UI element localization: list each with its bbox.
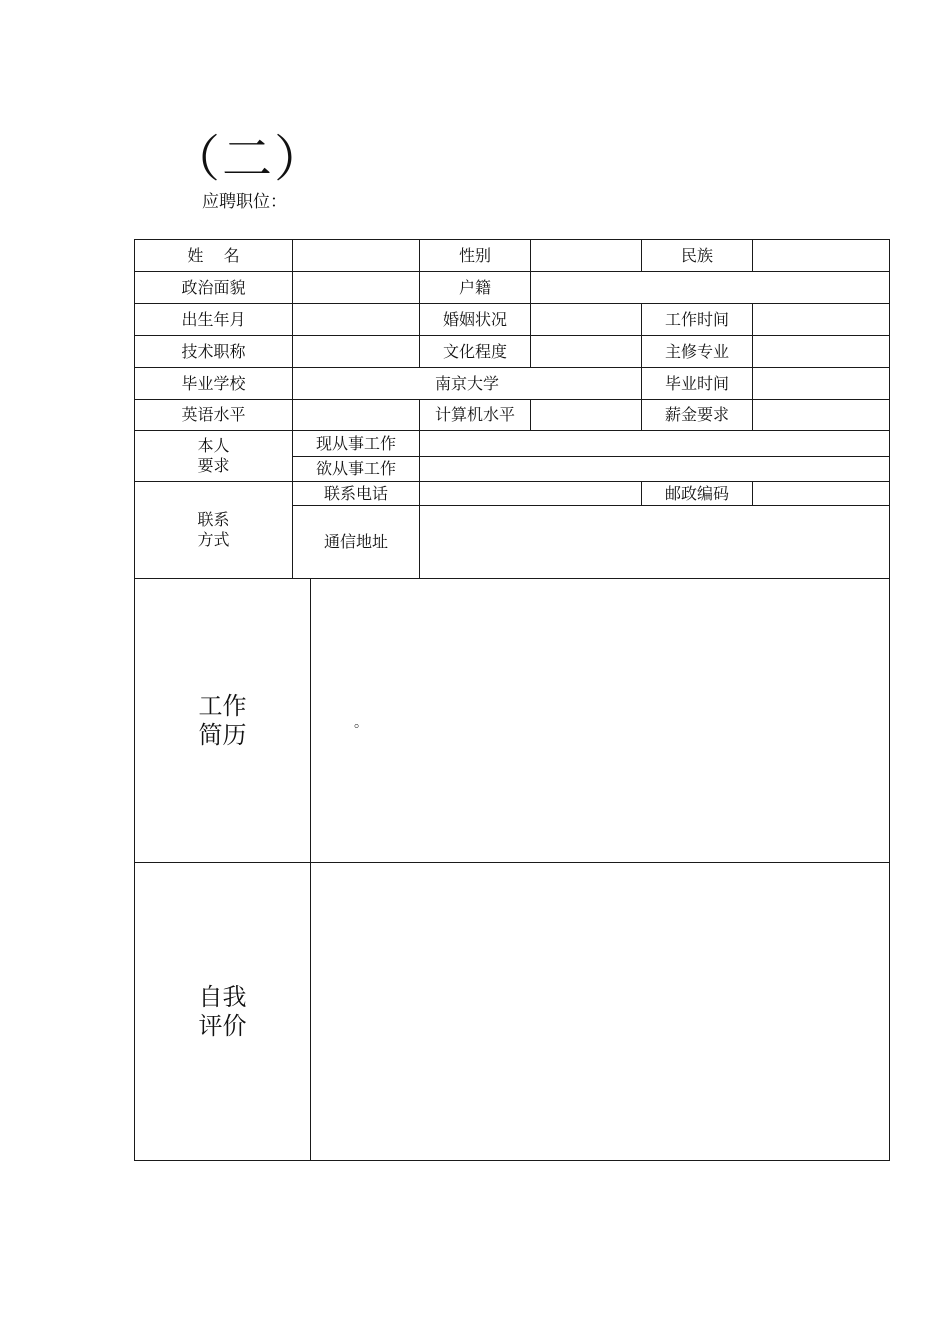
english-level-label: 英语水平 — [134, 399, 293, 431]
address-label: 通信地址 — [292, 505, 420, 579]
self-evaluation-label-line1: 自我 — [198, 982, 247, 1011]
self-evaluation-field[interactable] — [310, 862, 890, 1161]
name-label: 姓 名 — [134, 239, 293, 272]
household-field[interactable] — [530, 271, 890, 304]
requirements-label-line2: 要求 — [197, 456, 230, 475]
postcode-label: 邮政编码 — [641, 481, 753, 506]
work-time-field[interactable] — [752, 303, 890, 336]
graduation-time-label: 毕业时间 — [641, 367, 753, 400]
major-label: 主修专业 — [641, 335, 753, 368]
birth-date-field[interactable] — [292, 303, 420, 336]
computer-level-field[interactable] — [530, 399, 642, 431]
self-evaluation-label — [134, 862, 311, 1161]
school-label: 毕业学校 — [134, 367, 293, 400]
work-history-field[interactable] — [310, 578, 890, 863]
household-label: 户籍 — [419, 271, 531, 304]
desired-job-field[interactable] — [419, 456, 890, 482]
technical-title-label: 技术职称 — [134, 335, 293, 368]
birth-date-label: 出生年月 — [134, 303, 293, 336]
salary-field[interactable] — [752, 399, 890, 431]
political-status-label: 政治面貌 — [134, 271, 293, 304]
self-evaluation-label-line2: 评价 — [198, 1011, 247, 1040]
current-job-field[interactable] — [419, 430, 890, 457]
phone-field[interactable] — [419, 481, 642, 506]
gender-field[interactable] — [530, 239, 642, 272]
desired-job-label: 欲从事工作 — [292, 456, 420, 482]
education-label: 文化程度 — [419, 335, 531, 368]
section-title: （二） — [170, 130, 326, 188]
work-history-label — [134, 578, 311, 863]
graduation-time-field[interactable] — [752, 367, 890, 400]
work-history-content: 。 — [354, 715, 368, 731]
work-history-label-line1: 工作 — [198, 691, 247, 720]
education-field[interactable] — [530, 335, 642, 368]
work-history-label-line2: 简历 — [198, 720, 247, 749]
requirements-label-line1: 本人 — [197, 436, 230, 455]
technical-title-field[interactable] — [292, 335, 420, 368]
major-field[interactable] — [752, 335, 890, 368]
contact-label-line2: 方式 — [197, 530, 230, 549]
english-level-field[interactable] — [292, 399, 420, 431]
gender-label: 性别 — [419, 239, 531, 272]
postcode-field[interactable] — [752, 481, 890, 506]
ethnicity-label: 民族 — [641, 239, 753, 272]
name-field[interactable] — [292, 239, 420, 272]
work-time-label: 工作时间 — [641, 303, 753, 336]
marital-status-field[interactable] — [530, 303, 642, 336]
school-field[interactable]: 南京大学 — [292, 367, 642, 400]
ethnicity-field[interactable] — [752, 239, 890, 272]
phone-label: 联系电话 — [292, 481, 420, 506]
address-field[interactable] — [419, 505, 890, 579]
contact-label-line1: 联系 — [197, 510, 230, 529]
requirements-label — [134, 430, 293, 482]
current-job-label: 现从事工作 — [292, 430, 420, 457]
political-status-field[interactable] — [292, 271, 420, 304]
marital-status-label: 婚姻状况 — [419, 303, 531, 336]
contact-label — [134, 481, 293, 579]
computer-level-label: 计算机水平 — [419, 399, 531, 431]
salary-label: 薪金要求 — [641, 399, 753, 431]
position-label: 应聘职位： — [202, 192, 287, 212]
